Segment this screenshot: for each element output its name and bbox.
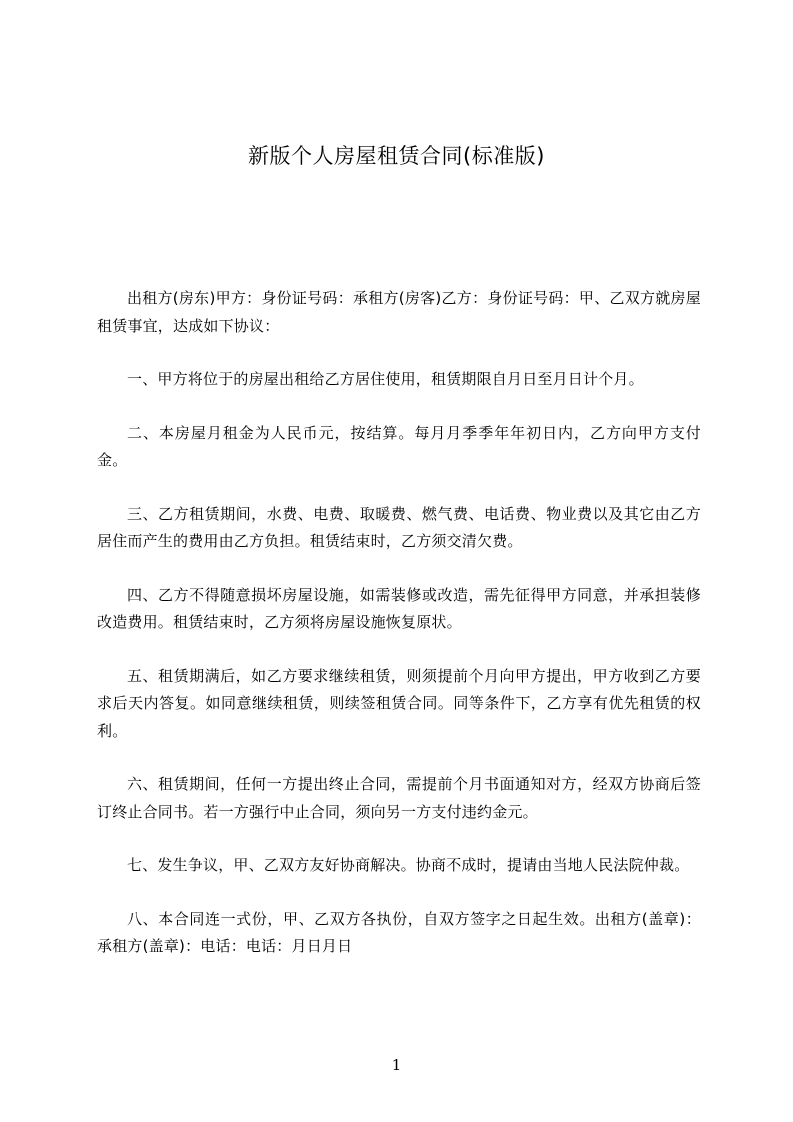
paragraph-clause-1: 一、甲方将位于的房屋出租给乙方居住使用，租赁期限自月日至月日计个月。 [127,370,644,388]
paragraph-clause-2: 二、本房屋月租金为人民币元，按结算。每月月季季年年初日内，乙方向甲方支付金。 [97,423,701,469]
document-title: 新版个人房屋租赁合同(标准版) [248,144,545,168]
paragraph-preamble: 出租方(房东)甲方：身份证号码：承租方(房客)乙方：身份证号码：甲、乙双方就房屋租赁事宜，达成如下协议： [97,289,701,335]
paragraph-clause-5: 五、租赁期满后，如乙方要求继续租赁，则须提前个月向甲方提出，甲方收到乙方要求后天内答复。如同意继续租赁，则续签租赁合同。同等条件下，乙方享有优先租赁的权利。 [97,666,701,740]
paragraph-clause-4: 四、乙方不得随意损坏房屋设施，如需装修或改造，需先征得甲方同意，并承担装修改造费用。租赁结束时，乙方须将房屋设施恢复原状。 [97,585,701,631]
paragraph-clause-7: 七、发生争议，甲、乙双方友好协商解决。协商不成时，提请由当地人民法院仲裁。 [127,856,690,874]
page-number: 1 [391,1056,402,1074]
paragraph-clause-3: 三、乙方租赁期间，水费、电费、取暖费、燃气费、电话费、物业费以及其它由乙方居住而产生的费用由乙方负担。租赁结束时，乙方须交清欠费。 [97,504,701,550]
paragraph-clause-8: 八、本合同连一式份，甲、乙双方各执份，自双方签字之日起生效。出租方(盖章)：承租方(盖章)：电话：电话：月日月日 [97,909,701,955]
document-body [97,285,701,987]
paragraph-clause-6: 六、租赁期间，任何一方提出终止合同，需提前个月书面通知对方，经双方协商后签订终止合同书。若一方强行中止合同，须向另一方支付违约金元。 [97,775,701,821]
